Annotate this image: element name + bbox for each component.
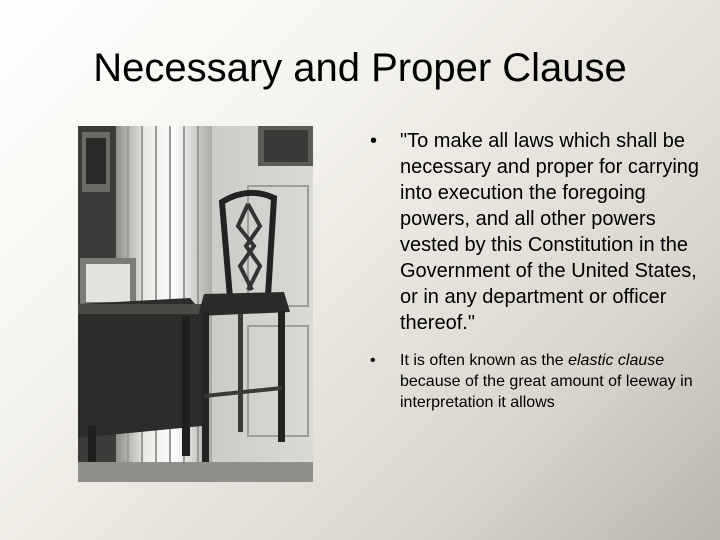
bullet-list	[362, 128, 702, 413]
elastic-clause-term: elastic clause	[568, 352, 665, 369]
historic-room-photo	[78, 126, 313, 482]
slide-title: Necessary and Proper Clause	[93, 46, 627, 90]
list-item	[362, 128, 702, 336]
bullet-icon: •	[370, 130, 378, 152]
clause-quote: "To make all laws which shall be necessary and proper for carrying into execution the foregoing powers, and all other powers vested by this Constitution in the Government of the United States, or in any department or officer thereof."	[400, 130, 700, 334]
elastic-text-before: It is often known as the	[400, 352, 569, 369]
list-item	[362, 350, 702, 413]
bullet-icon: •	[370, 352, 376, 369]
elastic-text-after: because of the great amount of leeway in interpretation it allows	[400, 373, 693, 411]
